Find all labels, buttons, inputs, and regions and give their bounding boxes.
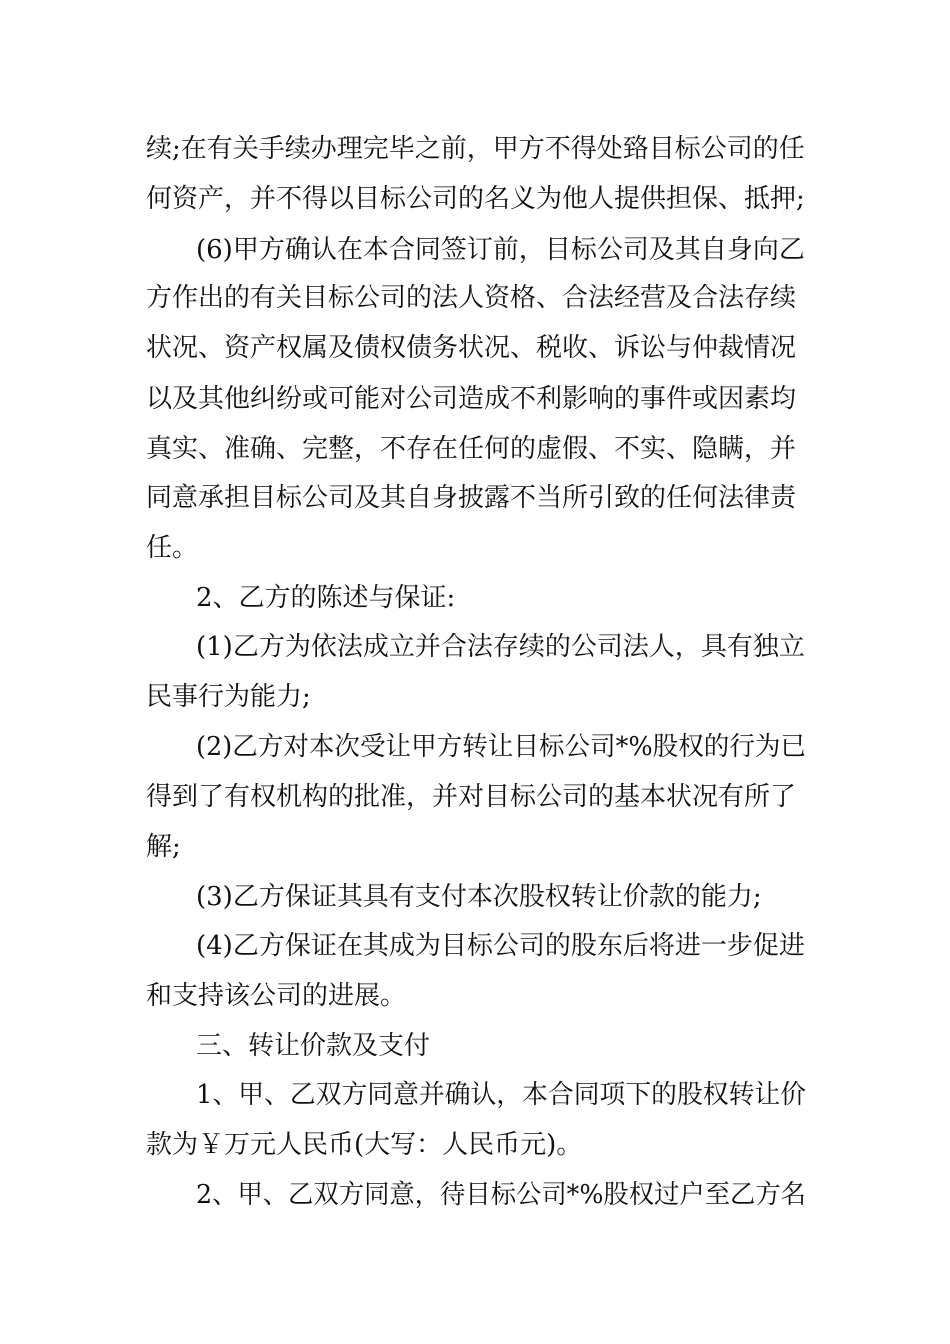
- text-line: [0, 573, 950, 623]
- text-line: [0, 174, 950, 224]
- text-line-content: 以及其他纠纷或可能对公司造成不利影响的事件或因素均: [146, 384, 797, 414]
- text-line: [0, 273, 950, 323]
- text-line: [0, 822, 950, 872]
- text-line-content: 状况、资产权属及债权债务状况、税收、诉讼与仲裁情况: [146, 333, 797, 363]
- text-line-content: (3)乙方保证其具有支付本次股权转让价款的能力;: [196, 882, 762, 912]
- text-line-content: 方作出的有关目标公司的法人资格、合法经营及合法存续: [146, 283, 797, 313]
- text-line: [0, 124, 950, 174]
- text-line: [0, 1070, 950, 1120]
- text-line: [0, 424, 950, 474]
- text-line: [0, 473, 950, 523]
- text-line: [0, 225, 950, 275]
- text-line-content: 款为￥万元人民币(大写：人民币元)。: [146, 1130, 583, 1160]
- text-line-content: 续;在有关手续办理完毕之前，甲方不得处臵目标公司的任: [146, 134, 805, 164]
- text-line-content: 2、乙方的陈述与保证:: [196, 583, 456, 613]
- text-line-content: 解;: [146, 832, 181, 862]
- text-line-content: 和支持该公司的进展。: [146, 981, 407, 1011]
- text-line: [0, 672, 950, 722]
- text-line: [0, 872, 950, 922]
- text-line-content: 得到了有权机构的批准，并对目标公司的基本状况有所了: [146, 782, 797, 812]
- text-line: [0, 921, 950, 971]
- text-line-content: 同意承担目标公司及其自身披露不当所引致的任何法律责: [146, 483, 797, 513]
- text-line: [0, 523, 950, 573]
- text-line-content: (1)乙方为依法成立并合法存续的公司法人，具有独立: [196, 632, 805, 662]
- text-line-content: (2)乙方对本次受让甲方转让目标公司*%股权的行为已: [196, 732, 806, 762]
- text-line-content: 2、甲、乙双方同意，待目标公司*%股权过户至乙方名: [196, 1180, 806, 1210]
- text-line: [0, 971, 950, 1021]
- text-line-content: 任。: [146, 533, 199, 563]
- text-line-content: 民事行为能力;: [146, 682, 311, 712]
- text-line-content: (4)乙方保证在其成为目标公司的股东后将进一步促进: [196, 931, 805, 961]
- text-line-content: 1、甲、乙双方同意并确认，本合同项下的股权转让价: [196, 1080, 806, 1110]
- text-line: [0, 622, 950, 672]
- text-line: [0, 1021, 950, 1071]
- text-line: [0, 323, 950, 373]
- text-line: [0, 1120, 950, 1170]
- text-line-content: 何资产，并不得以目标公司的名义为他人提供担保、抵押;: [146, 184, 805, 214]
- text-line: [0, 1170, 950, 1220]
- text-line-content: 真实、准确、完整，不存在任何的虚假、不实、隐瞒，并: [146, 434, 797, 464]
- text-line: [0, 374, 950, 424]
- text-line: [0, 772, 950, 822]
- text-line: [0, 722, 950, 772]
- text-line-content: 三、转让价款及支付: [196, 1031, 431, 1061]
- text-line-content: (6)甲方确认在本合同签订前，目标公司及其自身向乙: [196, 235, 805, 265]
